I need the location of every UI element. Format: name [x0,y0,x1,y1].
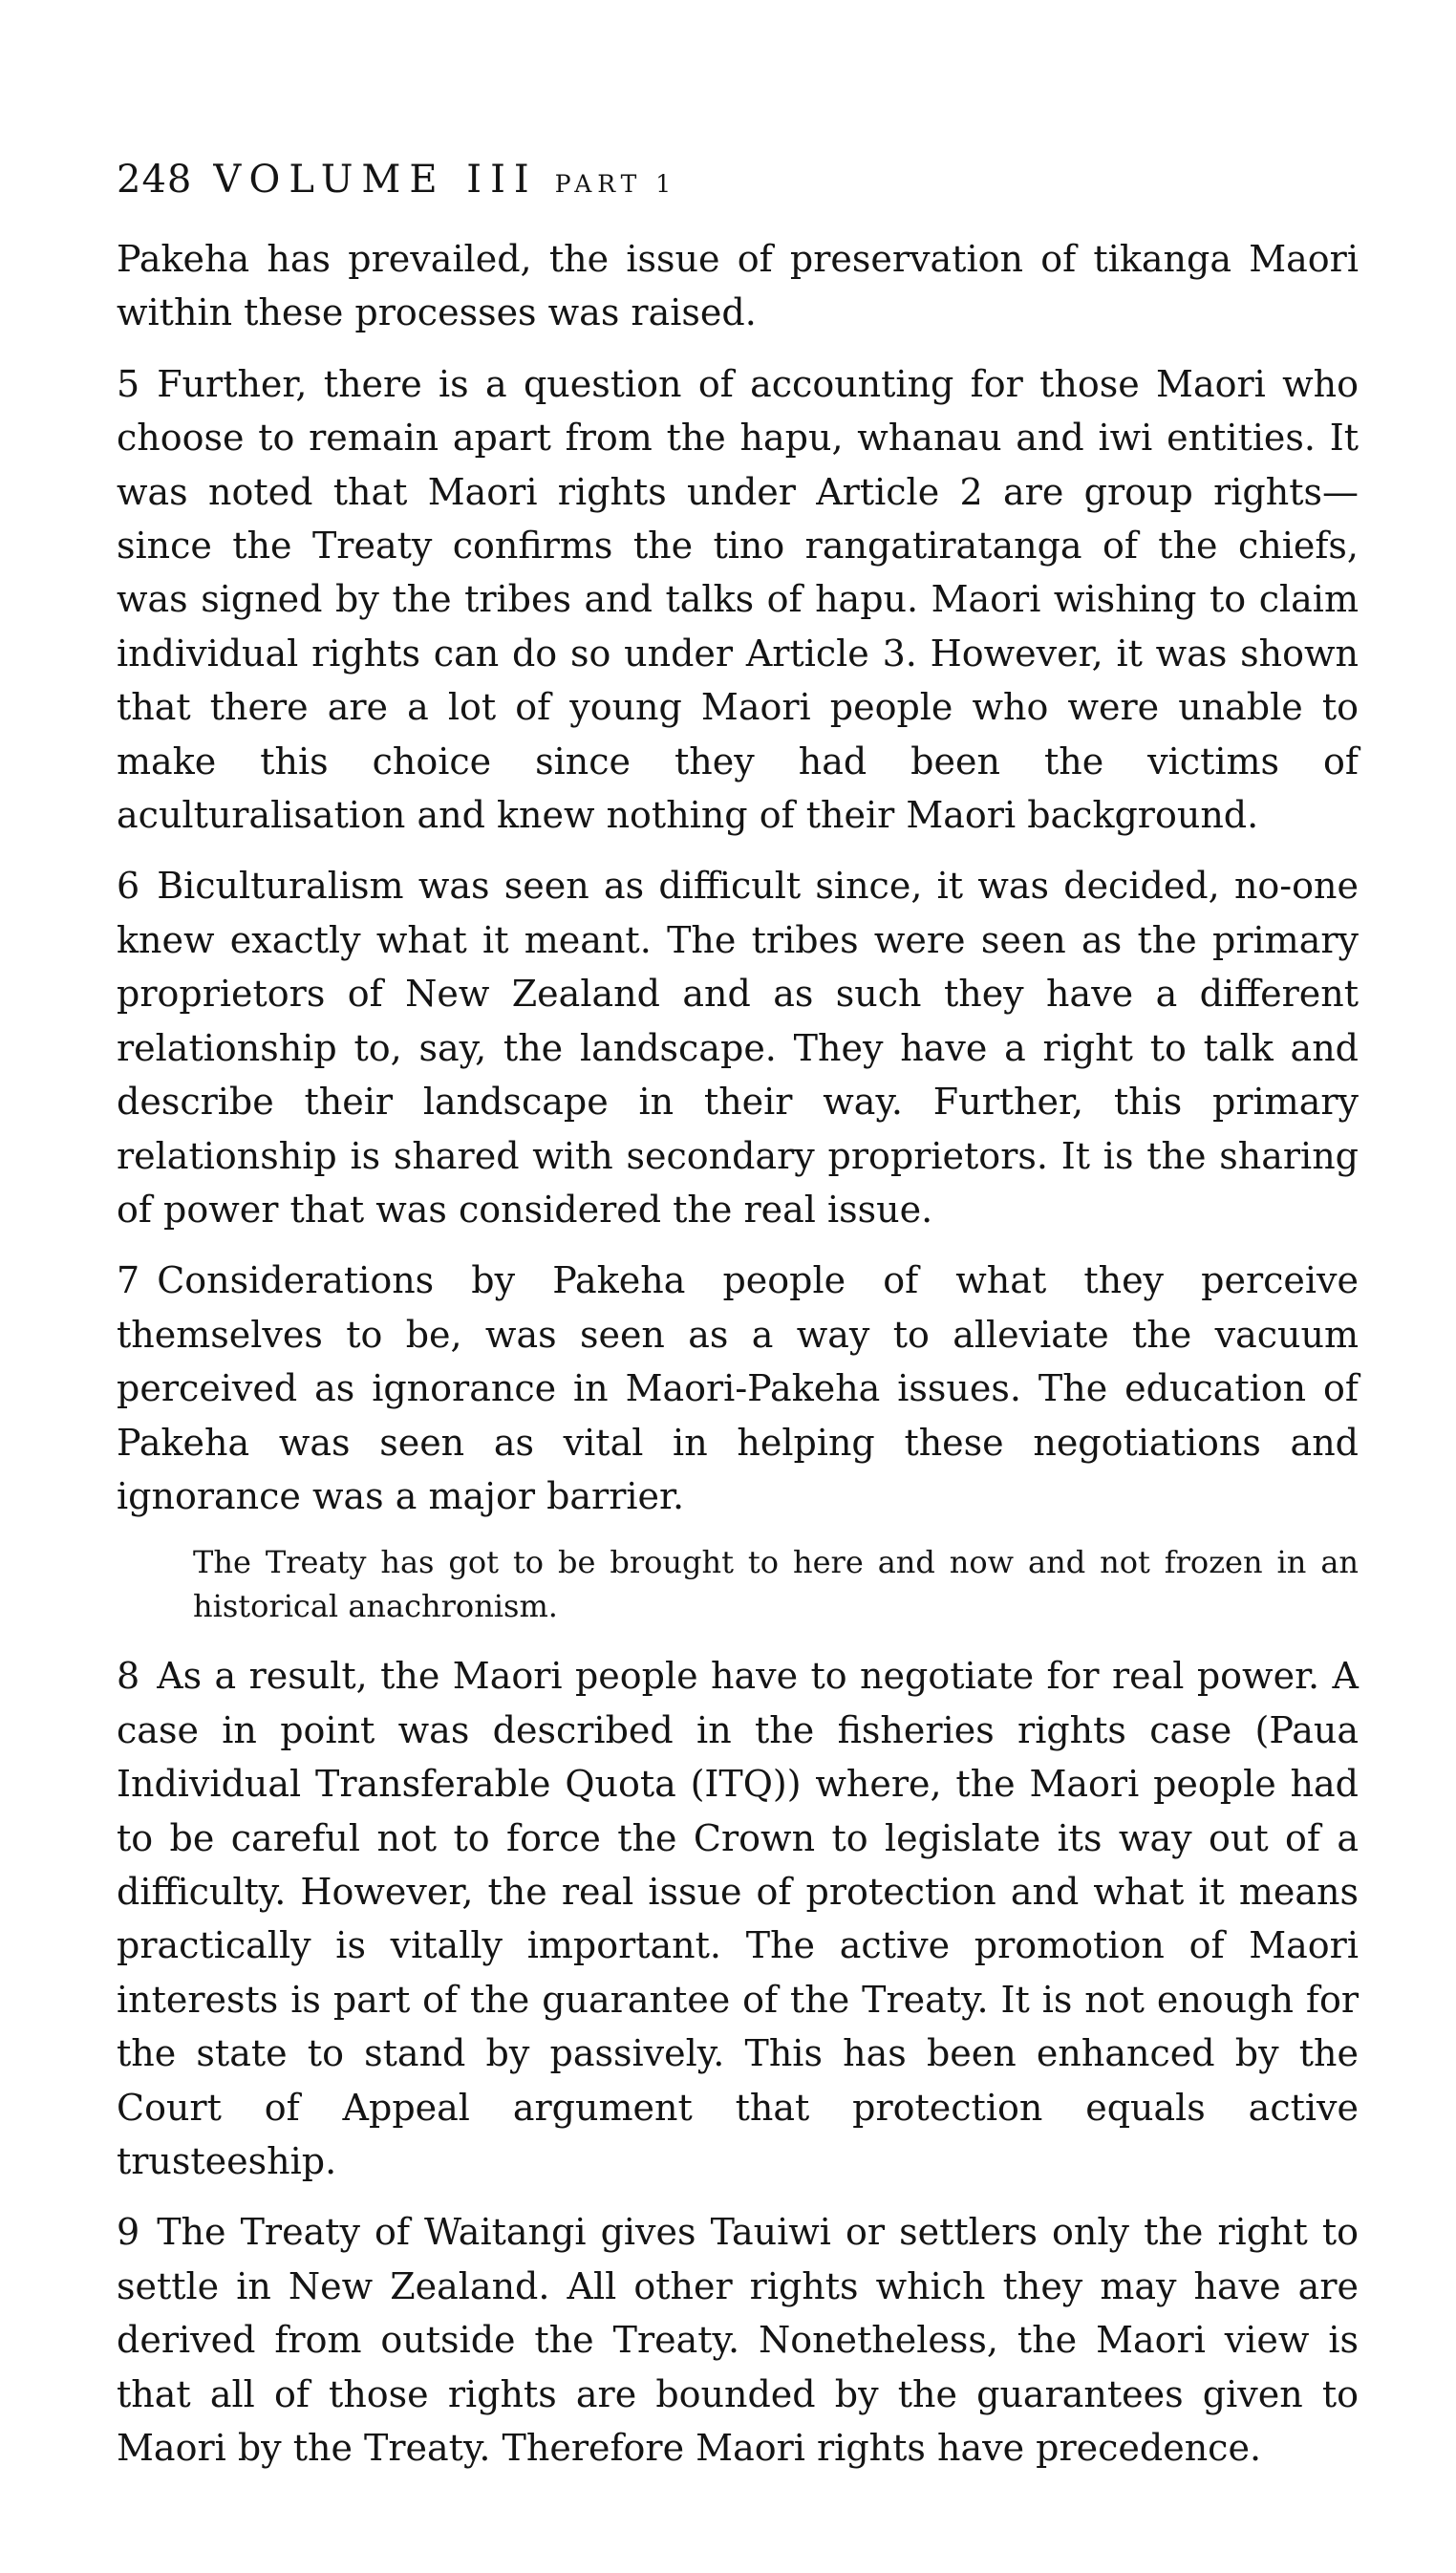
paragraph-8 [117,1649,1359,2188]
paragraph-5 [117,357,1359,843]
volume-label: VOLUME III [213,158,538,202]
paragraph-number: 5 [117,362,140,405]
paragraph-text: Considerations by Pakeha people of what they perceive themselves to be, was seen as a way to alleviate the vacuum perceived as ignorance in Maori-Pakeha issues. The education of Pakeha was seen as vital in helping these negotiations and ignorance was a major barrier. [117,1259,1359,1517]
paragraph-text: Further, there is a question of accounting for those Maori who choose to remain apart from the hapu, whanau and iwi entities. It was noted that Maori rights under Article 2 are group rights—since the Treaty confirms the tino rangatiratanga of the chiefs, was signed by the tribes and talks of hapu. Maori wishing to claim individual rights can do so under Article 3. However, it was shown that there are a lot of young Maori people who were unable to make this choice since they had been the victims of aculturalisation and knew nothing of their Maori background. [117,362,1359,837]
paragraph-6 [117,859,1359,1236]
paragraph-number: 8 [117,1655,140,1698]
document-page [117,153,1359,2492]
paragraph-number: 7 [117,1259,140,1302]
running-head [117,153,1359,211]
block-quote: The Treaty has got to be brought to here and now and not frozen in an historical anachronism. [193,1544,1359,1625]
paragraph-text: As a result, the Maori people have to negotiate for real power. A case in point was described in the fisheries rights case (Paua Individual Transferable Quota (ITQ)) where, the Maori people had to be careful not to force the Crown to legislate its way out of a difficulty. However, the real issue of protection and what it means practically is vitally important. The active promotion of Maori interests is part of the guarantee of the Treaty. It is not enough for the state to stand by passively. This has been enhanced by the Court of Appeal argument that protection equals active trusteeship. [117,1655,1359,2182]
paragraph-9 [117,2205,1359,2475]
paragraph-text: Biculturalism was seen as difficult since, it was decided, no-one knew exactly what it meant. The tribes were seen as the primary proprietors of New Zealand and as such they have a different relationship to, say, the landscape. They have a right to talk and describe their landscape in their way. Further, this primary relationship is shared with secondary proprietors. It is the sharing of power that was considered the real issue. [117,865,1359,1231]
paragraph-number: 9 [117,2211,140,2254]
paragraph-7 [117,1254,1359,1523]
paragraph-number: 6 [117,865,140,908]
paragraph-continued [117,232,1359,340]
paragraph-text: Pakeha has prevailed, the issue of preservation of tikanga Maori within these processes was raised. [117,238,1359,334]
page-number: 248 [117,158,193,202]
paragraph-text: The Treaty of Waitangi gives Tauiwi or settlers only the right to settle in New Zealand. All other rights which they may have are derived from outside the Treaty. Nonetheless, the Maori view is that all of those rights are bounded by the guarantees given to Maori by the Treaty. Therefore Maori rights have precedence. [117,2211,1359,2470]
part-label: PART 1 [554,170,677,198]
